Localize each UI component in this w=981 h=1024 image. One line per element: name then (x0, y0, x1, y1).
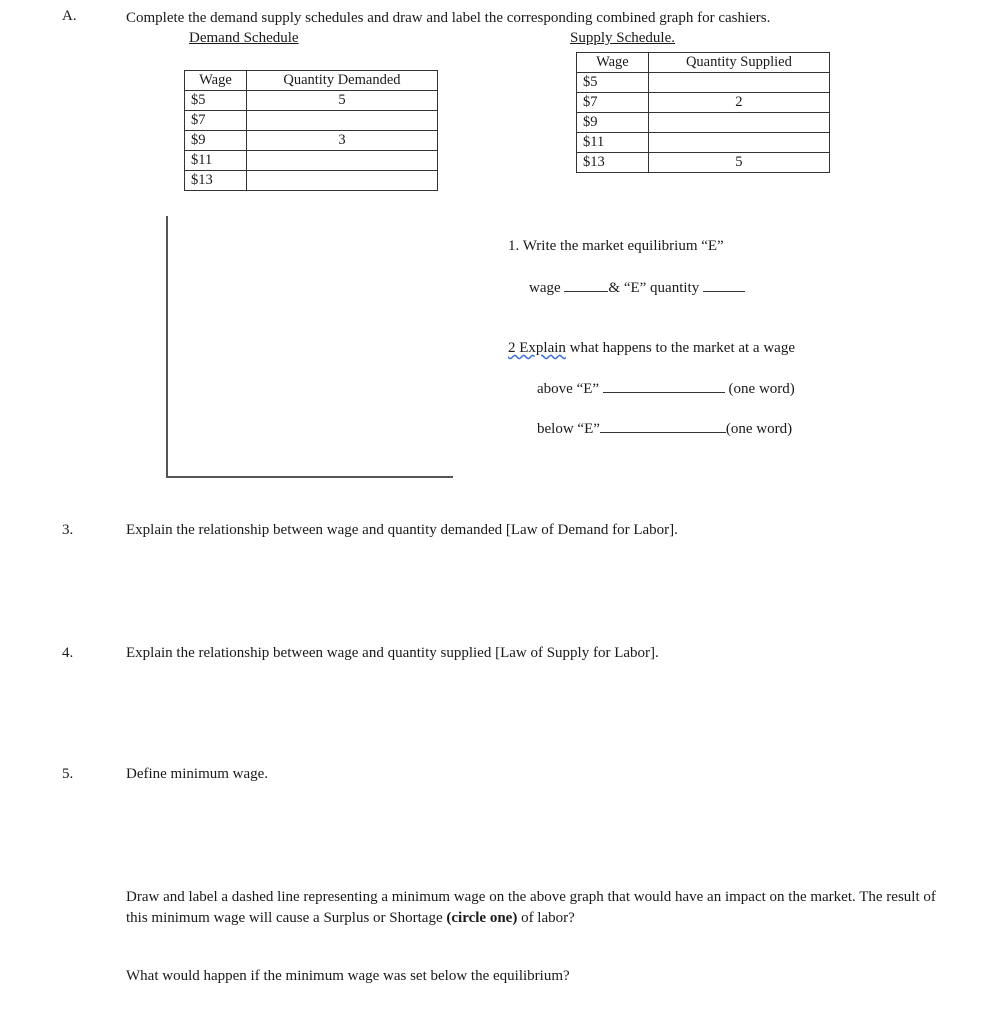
q2-below-line (537, 421, 792, 438)
quantity-cell[interactable] (648, 73, 829, 93)
q3-text: Explain the relationship between wage and quantity demanded [Law of Demand for Labor]. (126, 522, 678, 538)
quantity-cell[interactable]: 5 (246, 91, 437, 111)
quantity-cell[interactable] (246, 171, 437, 191)
quantity-cell[interactable] (246, 151, 437, 171)
q1-answer-line (529, 280, 745, 297)
last-question: What would happen if the minimum wage was set below the equilibrium? (126, 968, 570, 984)
quantity-cell[interactable] (648, 113, 829, 133)
q5-text: Define minimum wage. (126, 766, 269, 782)
wage-cell: $11 (577, 133, 649, 153)
q3-marker: 3. (62, 522, 74, 538)
header-wage: Wage (577, 53, 649, 73)
q4-text: Explain the relationship between wage and quantity supplied [Law of Supply for Labor]. (126, 645, 659, 661)
draw-instruction-part1: Draw and label a dashed line representing a minimum wage on the above graph that would have an impact on the market. The result of this minimum wage will cause a Surplus or Shortage (126, 889, 936, 926)
q1-quantity-label: & “E” quantity (608, 280, 700, 296)
wage-cell: $7 (185, 111, 247, 131)
quantity-cell[interactable] (648, 133, 829, 153)
wage-cell: $9 (577, 113, 649, 133)
draw-instruction-part2: of labor? (517, 910, 575, 926)
quantity-answer-blank[interactable] (703, 290, 745, 292)
supply-schedule-table (576, 52, 830, 173)
wage-cell: $13 (185, 171, 247, 191)
table-row (577, 133, 830, 153)
section-marker-a: A. (62, 8, 77, 24)
header-wage: Wage (185, 71, 247, 91)
table-header-row (577, 53, 830, 73)
q2-above-hint: (one word) (728, 381, 795, 397)
q4-marker: 4. (62, 645, 74, 661)
graph-x-axis (166, 476, 453, 478)
table-row (577, 113, 830, 133)
wage-cell: $5 (185, 91, 247, 111)
quantity-cell[interactable]: 3 (246, 131, 437, 151)
instruction-text: Complete the demand supply schedules and draw and label the corresponding combined graph for cashiers. (126, 10, 771, 26)
q2-above-label: above “E” (537, 381, 600, 397)
graph-y-axis (166, 216, 168, 478)
demand-schedule-title: Demand Schedule (189, 30, 299, 46)
q2-explain-link[interactable]: 2 Explain (508, 340, 566, 356)
header-quantity-demanded: Quantity Demanded (246, 71, 437, 91)
table-row (185, 171, 438, 191)
quantity-cell[interactable]: 2 (648, 93, 829, 113)
header-quantity-supplied: Quantity Supplied (648, 53, 829, 73)
table-row (185, 151, 438, 171)
table-row (577, 153, 830, 173)
wage-cell: $9 (185, 131, 247, 151)
wage-answer-blank[interactable] (564, 290, 608, 292)
quantity-cell[interactable]: 5 (648, 153, 829, 173)
table-row (185, 131, 438, 151)
table-row (577, 93, 830, 113)
q1-wage-label: wage (529, 280, 561, 296)
table-row (577, 73, 830, 93)
q1-prompt: 1. Write the market equilibrium “E” (508, 238, 724, 254)
below-answer-blank[interactable] (600, 431, 726, 433)
draw-instruction (126, 887, 936, 929)
q5-marker: 5. (62, 766, 74, 782)
demand-schedule-table (184, 70, 438, 191)
wage-cell: $13 (577, 153, 649, 173)
q2-below-hint: (one word) (725, 421, 793, 437)
quantity-cell[interactable] (246, 111, 437, 131)
table-header-row (185, 71, 438, 91)
q2-below-label: below “E” (537, 421, 600, 437)
q2-prompt (508, 340, 795, 357)
above-answer-blank[interactable] (603, 391, 725, 393)
table-row (185, 91, 438, 111)
wage-cell: $11 (185, 151, 247, 171)
q2-above-line (537, 381, 795, 398)
circle-one-label: (circle one) (446, 910, 518, 926)
table-row (185, 111, 438, 131)
wage-cell: $7 (577, 93, 649, 113)
supply-schedule-title: Supply Schedule. (570, 30, 675, 46)
q2-prompt-rest: what happens to the market at a wage (565, 340, 795, 356)
wage-cell: $5 (577, 73, 649, 93)
